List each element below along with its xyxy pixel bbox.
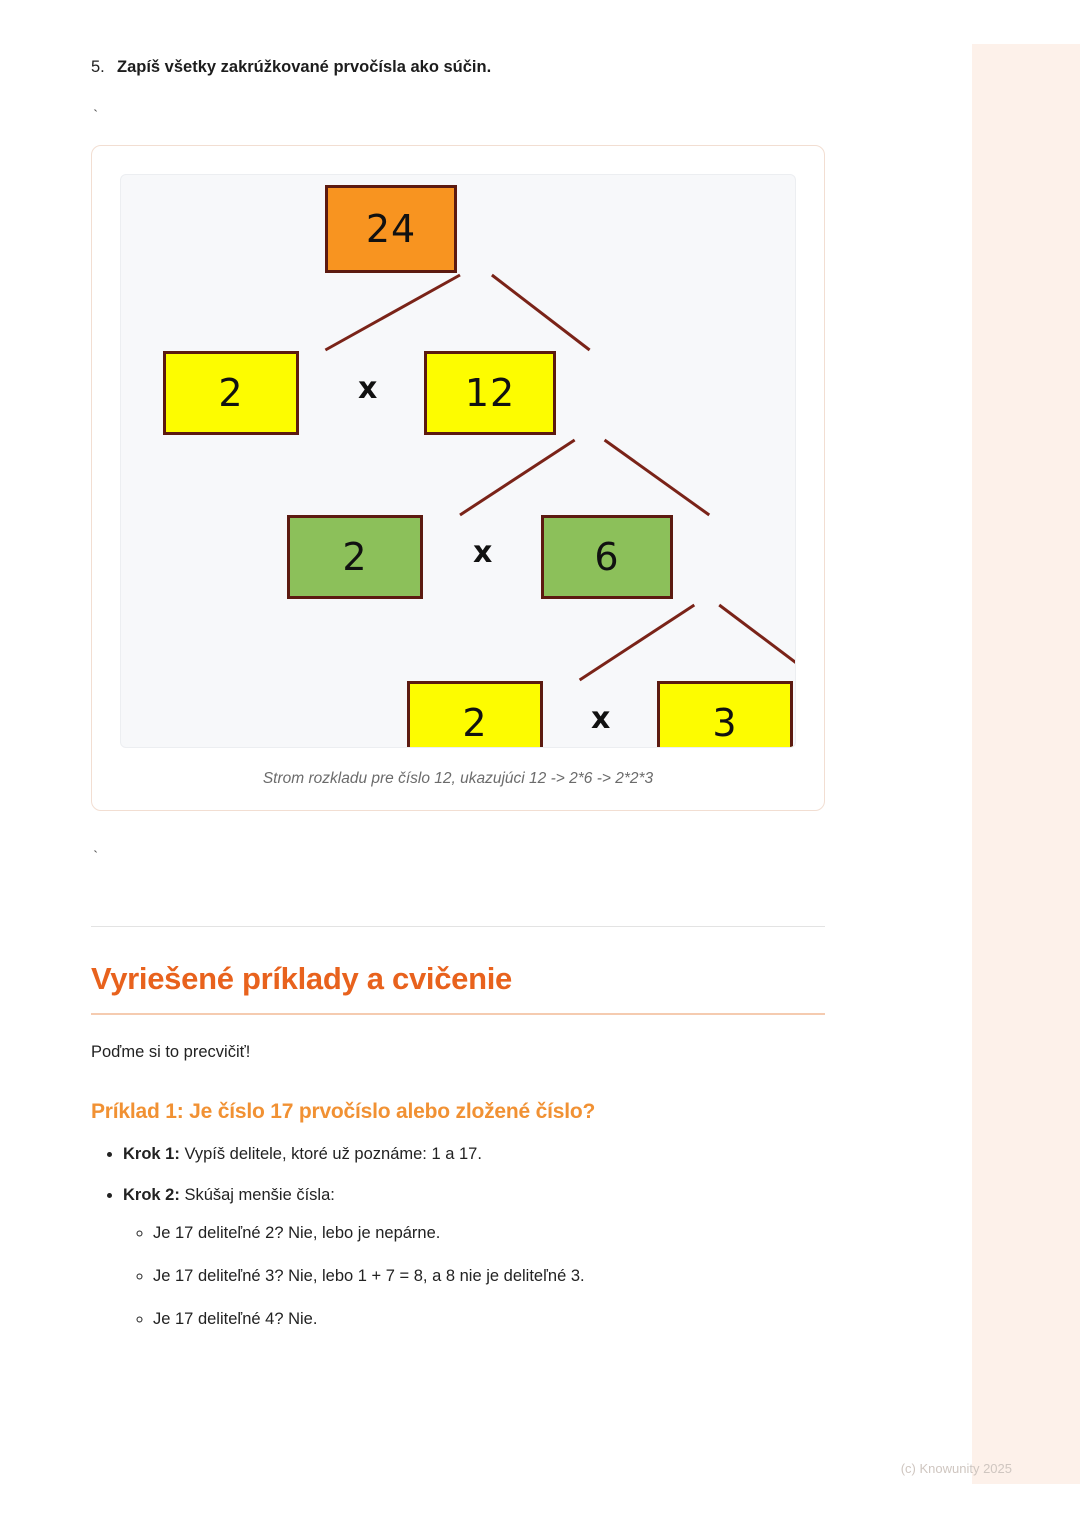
example-title: Príklad 1: Je číslo 17 prvočíslo alebo zložené číslo? (91, 1099, 596, 1123)
substep-item-3: ◦ Je 17 deliteľné 4? Nie. (153, 1307, 831, 1332)
factor-tree (121, 175, 795, 747)
code-fence-close: ` (91, 848, 101, 866)
tree-operator-level3: x (591, 700, 611, 736)
steps-list (91, 1142, 831, 1332)
exercise-text: Zapíš všetky zakrúžkované prvočísla ako súčin. (117, 58, 492, 76)
substeps-list (123, 1221, 831, 1331)
copyright-notice: (c) Knowunity 2025 (900, 1461, 1012, 1476)
page-side-stripe (972, 44, 1080, 1484)
step-item-1 (123, 1142, 831, 1167)
tree-node-level1-right: 12 (424, 351, 556, 435)
code-fence-open: ` (91, 107, 101, 125)
section-title: Vyriešené príklady a cvičenie (91, 960, 512, 996)
substep-item-1: ◦ Je 17 deliteľné 2? Nie, lebo je nepárne. (153, 1221, 831, 1246)
step-text-2: Skúšaj menšie čísla: (179, 1185, 335, 1204)
factor-tree-figure (120, 174, 796, 748)
section-title-rule (91, 1013, 825, 1015)
tree-node-level2-right: 6 (541, 515, 673, 599)
tree-node-root: 24 (325, 185, 457, 273)
step-text-1: Vypíš delitele, ktoré už poznáme: 1 a 17. (179, 1144, 482, 1163)
substep-item-2: ◦ Je 17 deliteľné 3? Nie, lebo 1 + 7 = 8, a 8 nie je deliteľné 3. (153, 1264, 831, 1289)
exercise-item-5 (91, 56, 831, 80)
step-label-2: Krok 2: (123, 1185, 180, 1204)
step-item-2 (123, 1183, 831, 1332)
tree-operator-level1: x (358, 370, 378, 406)
figure-card (91, 145, 825, 811)
tree-operator-level2: x (473, 534, 493, 570)
figure-caption: Strom rozkladu pre číslo 12, ukazujúci 12 -> 2*6 -> 2*2*3 (262, 769, 654, 787)
tree-node-level3-right: 3 (657, 681, 793, 748)
factor-tree-connectors (121, 175, 795, 747)
page-side-stripe-gap (964, 44, 972, 1484)
step-label-1: Krok 1: (123, 1144, 180, 1163)
exercise-number: 5. (91, 58, 105, 76)
tree-node-level2-left: 2 (287, 515, 423, 599)
tree-node-level1-left: 2 (163, 351, 299, 435)
page-content (91, 0, 831, 1350)
section-divider (91, 926, 825, 927)
section-lead: Poďme si to precvičiť! (91, 1042, 251, 1061)
tree-node-level3-left: 2 (407, 681, 543, 748)
